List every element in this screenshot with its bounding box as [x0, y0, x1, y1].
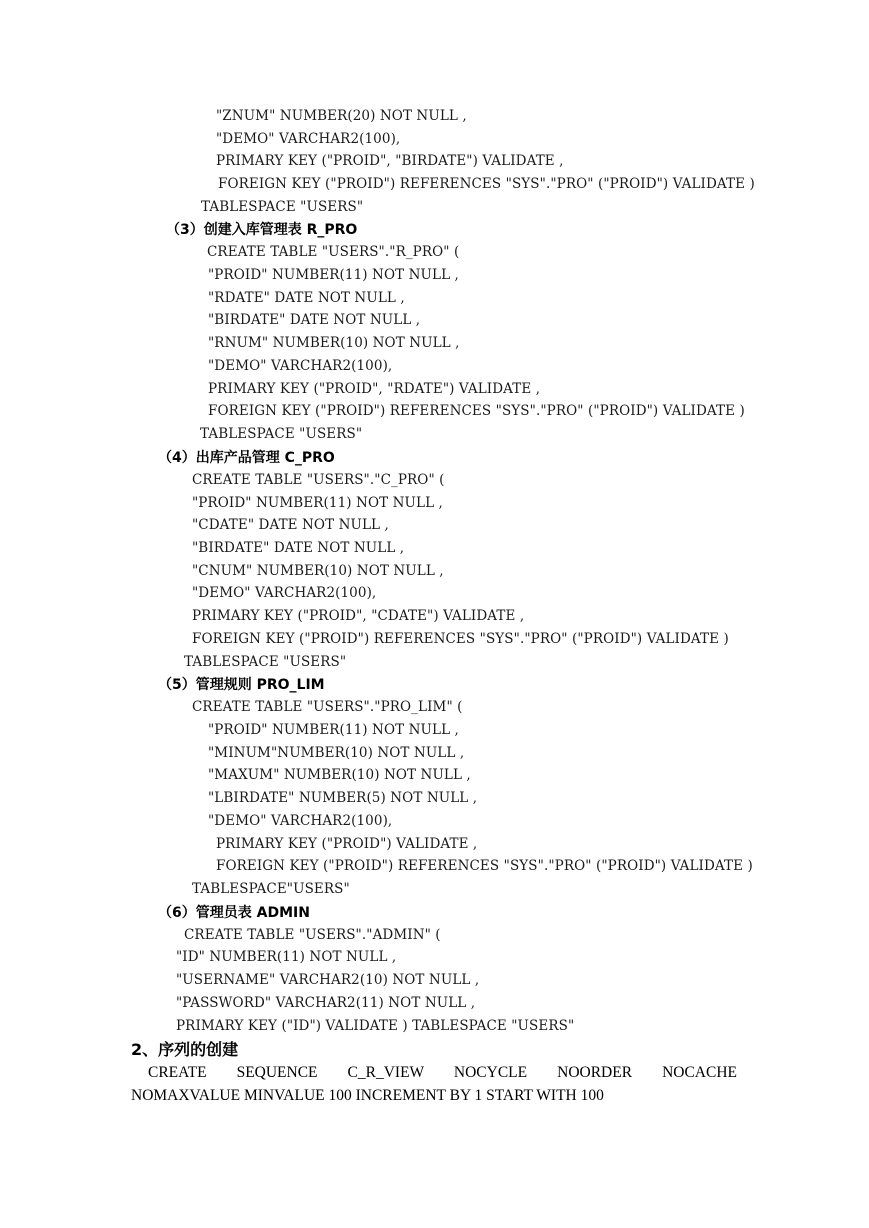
code-line: "ID" NUMBER(11) NOT NULL ,	[176, 949, 397, 965]
code-line: PRIMARY KEY ("PROID", "BIRDATE") VALIDATE ,	[216, 153, 564, 169]
sequence-line: CREATE SEQUENCE C_R_VIEW NOCYCLE NOORDER NOCACHE	[148, 1064, 737, 1081]
code-line: "PASSWORD" VARCHAR2(11) NOT NULL ,	[176, 995, 476, 1011]
code-line: "CDATE" DATE NOT NULL ,	[192, 517, 389, 533]
code-line: FOREIGN KEY ("PROID") REFERENCES "SYS"."PRO" ("PROID") VALIDATE )	[218, 176, 755, 192]
code-line: "RDATE" DATE NOT NULL ,	[208, 290, 405, 306]
code-line: "DEMO" VARCHAR2(100),	[208, 358, 393, 374]
code-line: TABLESPACE "USERS"	[201, 199, 364, 215]
code-line: PRIMARY KEY ("PROID", "CDATE") VALIDATE ,	[192, 608, 525, 624]
code-line: TABLESPACE"USERS"	[192, 881, 350, 897]
section-title-sequence: 2、序列的创建	[131, 1040, 239, 1059]
code-line: PRIMARY KEY ("PROID") VALIDATE ,	[216, 836, 478, 852]
code-line: TABLESPACE "USERS"	[200, 426, 363, 442]
code-line: FOREIGN KEY ("PROID") REFERENCES "SYS"."PRO" ("PROID") VALIDATE )	[192, 631, 729, 647]
code-line: "PROID" NUMBER(11) NOT NULL ,	[208, 722, 459, 738]
code-line: PRIMARY KEY ("PROID", "RDATE") VALIDATE ,	[208, 381, 541, 397]
code-line: "RNUM" NUMBER(10) NOT NULL ,	[208, 335, 460, 351]
section-heading-c-pro: （4）出库产品管理 C_PRO	[158, 450, 335, 466]
code-line: "PROID" NUMBER(11) NOT NULL ,	[192, 495, 443, 511]
code-line: "MAXUM" NUMBER(10) NOT NULL ,	[208, 767, 471, 783]
code-line: "PROID" NUMBER(11) NOT NULL ,	[208, 267, 459, 283]
code-line: "DEMO" VARCHAR2(100),	[192, 585, 377, 601]
code-line: PRIMARY KEY ("ID") VALIDATE ) TABLESPACE "USERS"	[176, 1018, 575, 1034]
sequence-paragraph	[131, 1061, 737, 1107]
section-heading-admin: （6）管理员表 ADMIN	[158, 905, 310, 921]
section-heading-pro-lim: （5）管理规则 PRO_LIM	[158, 677, 325, 693]
code-line: "LBIRDATE" NUMBER(5) NOT NULL ,	[208, 790, 478, 806]
code-line: FOREIGN KEY ("PROID") REFERENCES "SYS"."PRO" ("PROID") VALIDATE )	[208, 403, 745, 419]
code-line: "DEMO" VARCHAR2(100),	[216, 131, 401, 147]
code-line: "USERNAME" VARCHAR2(10) NOT NULL ,	[176, 972, 480, 988]
code-line: TABLESPACE "USERS"	[184, 654, 347, 670]
code-line: "BIRDATE" DATE NOT NULL ,	[192, 540, 405, 556]
code-line: CREATE TABLE "USERS"."C_PRO" (	[192, 472, 445, 488]
code-line: CREATE TABLE "USERS"."PRO_LIM" (	[192, 699, 463, 715]
code-line: CREATE TABLE "USERS"."ADMIN" (	[184, 927, 441, 943]
code-line: "DEMO" VARCHAR2(100),	[208, 813, 393, 829]
code-line: CREATE TABLE "USERS"."R_PRO" (	[207, 244, 460, 260]
code-line: "CNUM" NUMBER(10) NOT NULL ,	[192, 563, 444, 579]
sequence-line: NOMAXVALUE MINVALUE 100 INCREMENT BY 1 START WITH 100	[131, 1087, 604, 1104]
code-line: "MINUM"NUMBER(10) NOT NULL ,	[208, 745, 465, 761]
code-line: "BIRDATE" DATE NOT NULL ,	[208, 312, 421, 328]
section-heading-r-pro: （3）创建入库管理表 R_PRO	[166, 222, 358, 238]
code-line: "ZNUM" NUMBER(20) NOT NULL ,	[216, 108, 467, 124]
code-line: FOREIGN KEY ("PROID") REFERENCES "SYS"."PRO" ("PROID") VALIDATE )	[216, 858, 753, 874]
